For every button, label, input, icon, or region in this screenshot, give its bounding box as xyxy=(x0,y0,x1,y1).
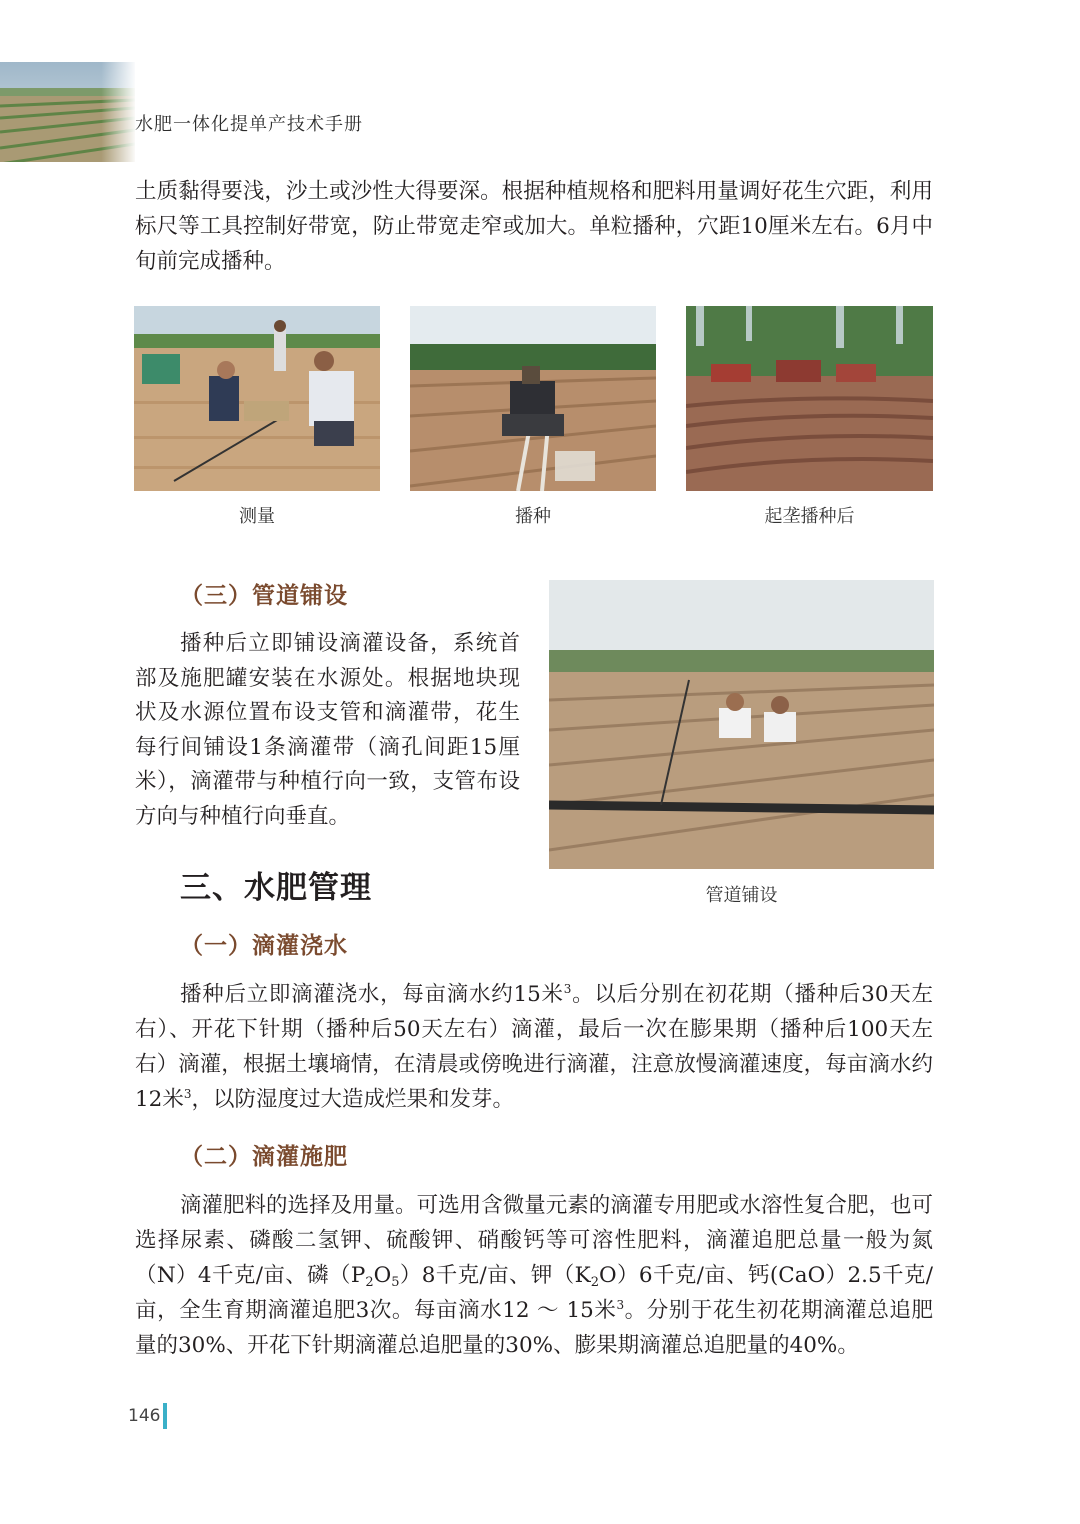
page-number: 146 xyxy=(128,1406,161,1426)
intro-text: 土质黏得要浅，沙土或沙性大得要深。根据种植规格和肥料用量调好花生穴距，利用标尺等工具控制好带宽，防止带宽走窄或加大。单粒播种，穴距10厘米左右。6月中旬前完成播种。 xyxy=(135,179,933,274)
photo-after-ridging xyxy=(686,306,933,491)
fertilizing-paragraph xyxy=(135,1188,933,1363)
running-header: 水肥一体化提单产技术手册 xyxy=(135,114,363,135)
fert-sub-2: 5 xyxy=(391,1275,400,1290)
fert-sup-1: 3 xyxy=(616,1298,625,1312)
intro-paragraph xyxy=(135,174,933,279)
watering-text-1: 播种后立即滴灌浇水，每亩滴水约15米 xyxy=(180,982,564,1007)
fert-text-3: ）8千克/亩、钾（K xyxy=(399,1263,591,1288)
caption-measuring: 测量 xyxy=(239,506,275,527)
watering-text-2: 。以后分别在初花期（播种后30天左右）、开花下针期（播种后50天左右）滴灌，最后一次在膨果期（播种后100天左右）滴灌，根据土壤墒情，在清晨或傍晚进行滴灌，注意放慢滴灌速度，每亩滴水约12米 xyxy=(135,982,933,1112)
photo-sowing xyxy=(410,306,656,491)
header-field-image xyxy=(0,62,135,162)
fert-sub-1: 2 xyxy=(365,1275,374,1290)
caption-after-ridging: 起垄播种后 xyxy=(764,506,855,527)
watering-sup-1: 3 xyxy=(563,982,572,996)
fert-text-1: 滴灌肥料的选择及用量。可选用含微量元素的滴灌专用肥或水溶性复合肥，也可选择尿素、磷酸二氢钾、硫酸钾、硝酸钙等可溶性肥料，滴灌追肥总量一般为氮（N）4千克/亩、磷（P xyxy=(135,1193,933,1288)
caption-pipe-laying: 管道铺设 xyxy=(705,885,778,906)
fert-text-5: 。分别于花生初花期滴灌总追肥量的30%、开花下针期滴灌总追肥量的30%、膨果期滴灌总追肥量的40%。 xyxy=(135,1298,933,1358)
caption-sowing: 播种 xyxy=(515,506,551,527)
fert-text-2: O xyxy=(373,1263,392,1288)
pipe-paragraph xyxy=(135,627,520,834)
heading-pipe-laying: （三）管道铺设 xyxy=(180,583,348,609)
fert-text-4: O）6千克/亩、钙(CaO）2.5千克/亩，全生育期滴灌追肥3次。每亩滴水12 ～ 15米 xyxy=(135,1263,933,1323)
heading-drip-fertilizing: （二）滴灌施肥 xyxy=(180,1144,348,1170)
photo-measuring xyxy=(134,306,380,491)
watering-text-3: ，以防湿度过大造成烂果和发芽。 xyxy=(191,1087,515,1112)
pipe-text: 播种后立即铺设滴灌设备，系统首部及施肥罐安装在水源处。根据地块现状及水源位置布设支管和滴灌带，花生每行间铺设1条滴灌带（滴孔间距15厘米），滴灌带与种植行向一致，支管布设方向与种植行向垂直。 xyxy=(135,631,520,829)
watering-sup-2: 3 xyxy=(183,1087,192,1101)
watering-paragraph xyxy=(135,977,933,1117)
fert-sub-3: 2 xyxy=(590,1275,600,1290)
page-number-bar xyxy=(163,1403,167,1429)
heading-drip-watering: （一）滴灌浇水 xyxy=(180,933,348,959)
photo-pipe-laying xyxy=(549,580,934,869)
chapter-heading: 三、水肥管理 xyxy=(180,870,372,906)
